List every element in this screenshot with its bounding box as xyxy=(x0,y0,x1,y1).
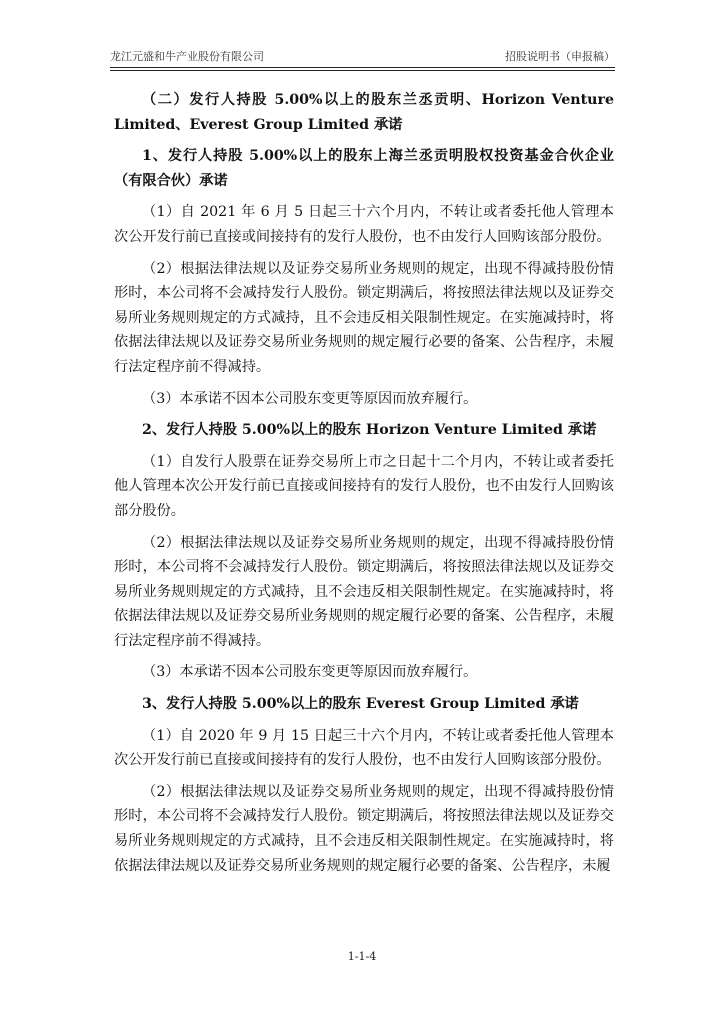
header-document-title: 招股说明书（申报稿） xyxy=(505,50,615,63)
header-rule-thick xyxy=(110,67,615,68)
s1-heading: 1、发行人持股 5.00%以上的股东上海兰丞贡明股权投资基金合伙企业（有限合伙）承诺 xyxy=(114,148,614,189)
s2-paragraph-3: （3）本承诺不因本公司股东变更等原因而放弃履行。 xyxy=(142,664,478,681)
s3-paragraph-1: （1）自 2020 年 9 月 15 日起三十六个月内，不转让或者委托他人管理本次公开发行前已直接或间接持有的发行人股份，也不由发行人回购该部分股份。 xyxy=(114,727,614,769)
s2-paragraph-1: （1）自发行人股票在证券交易所上市之日起十二个月内，不转让或者委托他人管理本次公开发行前已直接或间接持有的发行人股份，也不由发行人回购该部分股份。 xyxy=(114,453,614,519)
s2-paragraph-2: （2）根据法律法规以及证券交易所业务规则的规定，出现不得减持股份情形时，本公司将不会减持发行人股份。锁定期满后，将按照法律法规以及证券交易所业务规则规定的方式减持，且不会违反相关限制性规定。在实施减持时，将依据法律法规以及证券交易所业务规则的规定履行必要的备案、公告程序，未履行法定程序前不得减持。 xyxy=(114,534,614,649)
s3-heading: 3、发行人持股 5.00%以上的股东 Everest Group Limited 承诺 xyxy=(142,696,579,713)
s2-heading: 2、发行人持股 5.00%以上的股东 Horizon Venture Limited 承诺 xyxy=(142,422,597,439)
s1-paragraph-1: （1）自 2021 年 6 月 5 日起三十六个月内，不转让或者委托他人管理本次公开发行前已直接或间接持有的发行人股份，也不由发行人回购该部分股份。 xyxy=(114,204,614,245)
header-rule-thin xyxy=(110,70,615,71)
page-body xyxy=(114,88,614,878)
s1-paragraph-3: （3）本承诺不因本公司股东变更等原因而放弃履行。 xyxy=(142,390,478,407)
header-company-name: 龙江元盛和牛产业股份有限公司 xyxy=(110,50,264,63)
s1-paragraph-2: （2）根据法律法规以及证券交易所业务规则的规定，出现不得减持股份情形时，本公司将不会减持发行人股份。锁定期满后，将按照法律法规以及证券交易所业务规则规定的方式减持，且不会违反相关限制性规定。在实施减持时，将依据法律法规以及证券交易所业务规则的规定履行必要的备案、公告程序，未履行法定程序前不得减持。 xyxy=(114,260,614,375)
page-number: 1-1-4 xyxy=(347,950,377,963)
section-title: （二）发行人持股 5.00%以上的股东兰丞贡明、Horizon Venture Limited、Everest Group Limited 承诺 xyxy=(114,92,614,133)
s3-paragraph-2: （2）根据法律法规以及证券交易所业务规则的规定，出现不得减持股份情形时，本公司将不会减持发行人股份。锁定期满后，将按照法律法规以及证券交易所业务规则规定的方式减持，且不会违反相关限制性规定。在实施减持时，将依据法律法规以及证券交易所业务规则的规定履行必要的备案、公告程序，未履 xyxy=(114,783,614,874)
